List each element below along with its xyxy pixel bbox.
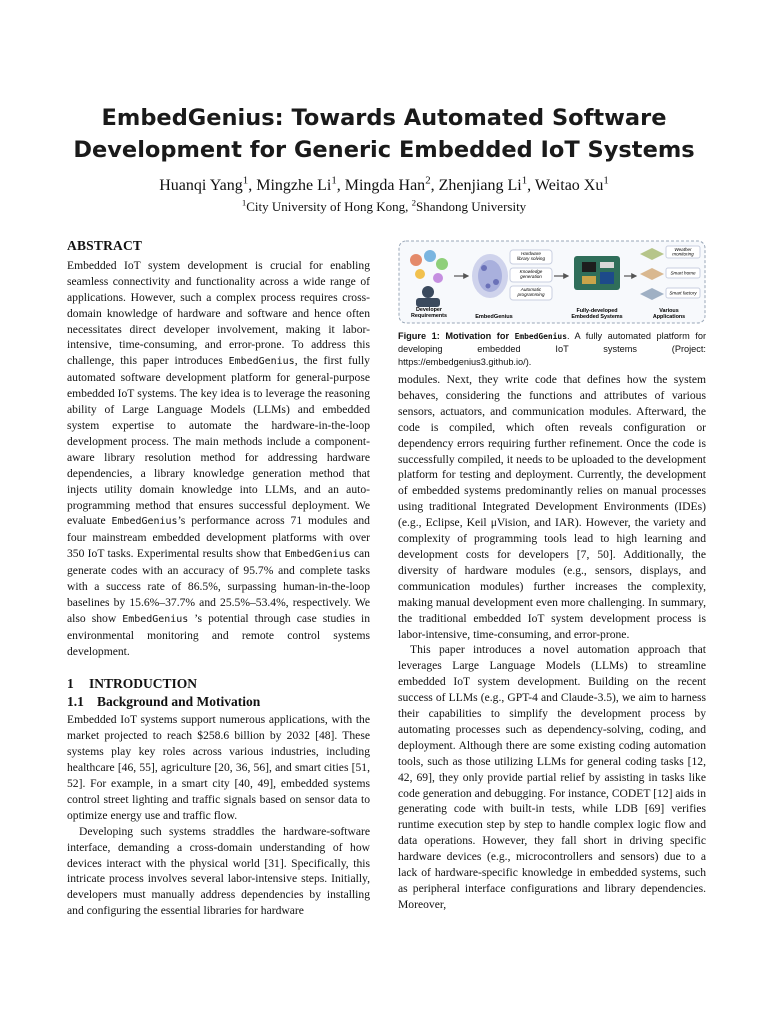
system-name: EmbedGenius xyxy=(122,613,189,625)
abstract-segment: , the first fully automated software development platform for general-purpose embedded IoT systems. The key idea is to leverage the reasoning ability of Large Language Models (LLMs) and embedded system expertise to automate the hardware-in-the-loop development process. The main methods include a component-aware library resolution method for addressing hardware dependencies, a library knowledge generation method that injects utility domain knowledge into LLMs, and an auto-programming method that ensures successful deployment. We evaluate xyxy=(67,354,370,528)
applications-illustration xyxy=(640,246,700,300)
subsection-number: 1.1 xyxy=(67,694,84,710)
author-affiliation-mark: 2 xyxy=(425,174,431,187)
abstract-segment: ’s potential through case studies in environmental monitoring and remote control systems development. xyxy=(67,611,371,658)
step-knowledge-generation: Knowledge generation xyxy=(519,269,543,279)
abstract-segment: can generate codes with an accuracy of 95.7% and complete tasks with a success rate of 86.5%, surpassing human-in-the-loop baselines by 15.6%–37.7% and 25.5%–53.4%, respectively. We also show xyxy=(67,547,370,625)
right-column xyxy=(398,372,706,913)
abstract-segment: ’s performance across 71 modules and four mainstream embedded development platforms with over 350 IoT tasks. Experimental results show that xyxy=(67,514,370,561)
left-paragraph-2: Developing such systems straddles the hardware-software interface, demanding a cross-domain understanding of how devices interact with the physical world [31]. Specifically, this intricate process involves several labor-intensive steps. Initially, developers must manually address dependencies by installing and configuring the essential libraries for hardware xyxy=(67,824,370,918)
embedded-systems-label: Fully-developed Embedded Systems xyxy=(571,308,623,320)
developer-requirements-label: Developer Requirements xyxy=(411,307,447,319)
section-heading-introduction xyxy=(67,676,370,692)
caption-system-name: EmbedGenius xyxy=(514,332,567,341)
pipeline-steps xyxy=(510,250,552,300)
embedgenius-label: EmbedGenius xyxy=(475,314,513,320)
affiliation-mark: 1 xyxy=(241,197,247,208)
affiliation-mark: 2 xyxy=(411,197,417,208)
right-paragraph-2: This paper introduces a novel automation approach that leverages Large Language Models (LLMs) to streamline embedded IoT system development. Building on the recent success of LLMs (e.g., GPT-4 and Claude-3.5), we aim to harness their capabilities to simplify the development process by automating processes such as dependency-solving, coding, and deployment. Although there are some existing coding automation tools, such as those utilizing LLMs for general coding tasks [12, 42, 69], they only provide partial relief by assisting in tasks like code generation and debugging. For instance, CODET [12] aids in generating code with built-in tests, while LDB [69] verifies runtime execution step by step to handle complex logic flow and data operations. However, they fall short in driving specific hardware devices (e.g., microcontrollers and sensors) due to a lack of hardware-specific knowledge in embedded systems, such as peripheral interface configurations and library dependencies. Moreover, xyxy=(398,643,706,911)
section-number: 1 xyxy=(67,675,74,691)
author-affiliation-mark: 1 xyxy=(603,174,609,187)
figure-1 xyxy=(398,240,706,324)
subsection-heading xyxy=(67,694,370,710)
author-name: Mingda Han xyxy=(344,177,426,194)
applications-label: Various Applications xyxy=(652,308,686,320)
title-line-2: Development for Generic Embedded IoT Systems xyxy=(73,137,695,163)
author-affiliation-mark: 1 xyxy=(331,174,337,187)
title-line-1: EmbedGenius: Towards Automated Software xyxy=(101,105,667,131)
abstract-heading: ABSTRACT xyxy=(67,238,143,253)
system-name: EmbedGenius xyxy=(284,549,351,561)
caption-text: . A fully automated platform for developing embedded IoT systems (Project: https://embedgenius3.github.io/). xyxy=(398,331,707,367)
section-title: INTRODUCTION xyxy=(89,675,198,691)
author-list: Huanqi Yang$^1$, Mingzhe Li$^1$, Mingda Han$^2$, Zhenjiang Li$^1$, Weitao Xu$^1$ xyxy=(159,174,609,194)
affiliation-name: City University of Hong Kong, xyxy=(246,199,412,214)
brain-illustration xyxy=(472,254,508,298)
author-name: Mingzhe Li xyxy=(256,177,332,194)
paper-title xyxy=(60,102,708,166)
caption-label: Figure 1: Motivation for xyxy=(398,331,515,341)
abstract-text xyxy=(67,258,370,660)
author-affiliation-mark: 1 xyxy=(521,174,528,187)
app-weather: Weather monitoring xyxy=(672,247,694,257)
author-name: Huanqi Yang xyxy=(159,177,243,194)
system-name: EmbedGenius xyxy=(111,516,178,528)
subsection-title: Background and Motivation xyxy=(97,694,261,710)
app-smart-home: Smart home xyxy=(670,270,696,276)
author-name: Weitao Xu xyxy=(534,177,604,194)
left-paragraph-1: Embedded IoT systems support numerous applications, with the market projected to reach $258.6 billion by 2032 [48]. These systems play key roles across various industries, including healthcare [46, 55], agriculture [20, 36, 56], and smart cities [51, 52]. For example, in a smart city [40, 49], embedded systems control street lighting and traffic signals based on sensor data to optimize energy use and traffic flow. xyxy=(67,713,370,822)
embedded-system-illustration xyxy=(574,256,620,290)
affiliations xyxy=(60,199,708,215)
abstract-segment: Embedded IoT system development is crucial for enabling seamless connectivity and functionality across a wide range of applications. However, such a complex process requires cross-domain knowledge of hardware and software and hence often necessitates direct developer involvement, making it labor-intensive, time-consuming, and error-prone. To address this challenge, this paper introduces xyxy=(67,258,370,368)
step-automatic-programming: Automatic programming xyxy=(517,287,545,297)
author-affiliation-mark: 1 xyxy=(242,174,249,187)
author-name: Zhenjiang Li xyxy=(438,177,522,194)
affiliation-name: Shandong University xyxy=(416,199,527,214)
app-smart-factory: Smart factory xyxy=(669,290,697,296)
step-library-solving: Hardware library solving xyxy=(516,251,546,261)
right-paragraph-1: modules. Next, they write code that defines how the system behaves, considering the functions and attributes of various sensors, actuators, and communication modules. Afterward, the code is compiled, which often reveals configuration or dependency errors requiring further refinement. Once the code is successfully compiled, it needs to be uploaded to the development platform for testing and deployment. Currently, the development of embedded systems predominantly relies on manual processes using traditional Integrated Development Environments (IDEs) (e.g., Eclipse, Keil μVision, and IAR). However, the variety and complexity of programming tools lead to high learning and development costs for developers [7, 50]. Additionally, the diversity of hardware modules (e.g., sensors, displays, and communication modules) further increases the complexity, making manual development even more challenging. In summary, the traditional embedded IoT system development process is labor-intensive, time-consuming, and error-prone. xyxy=(398,373,706,641)
system-name: EmbedGenius xyxy=(228,356,295,368)
figure-1-caption xyxy=(398,330,706,369)
left-column xyxy=(67,238,370,919)
